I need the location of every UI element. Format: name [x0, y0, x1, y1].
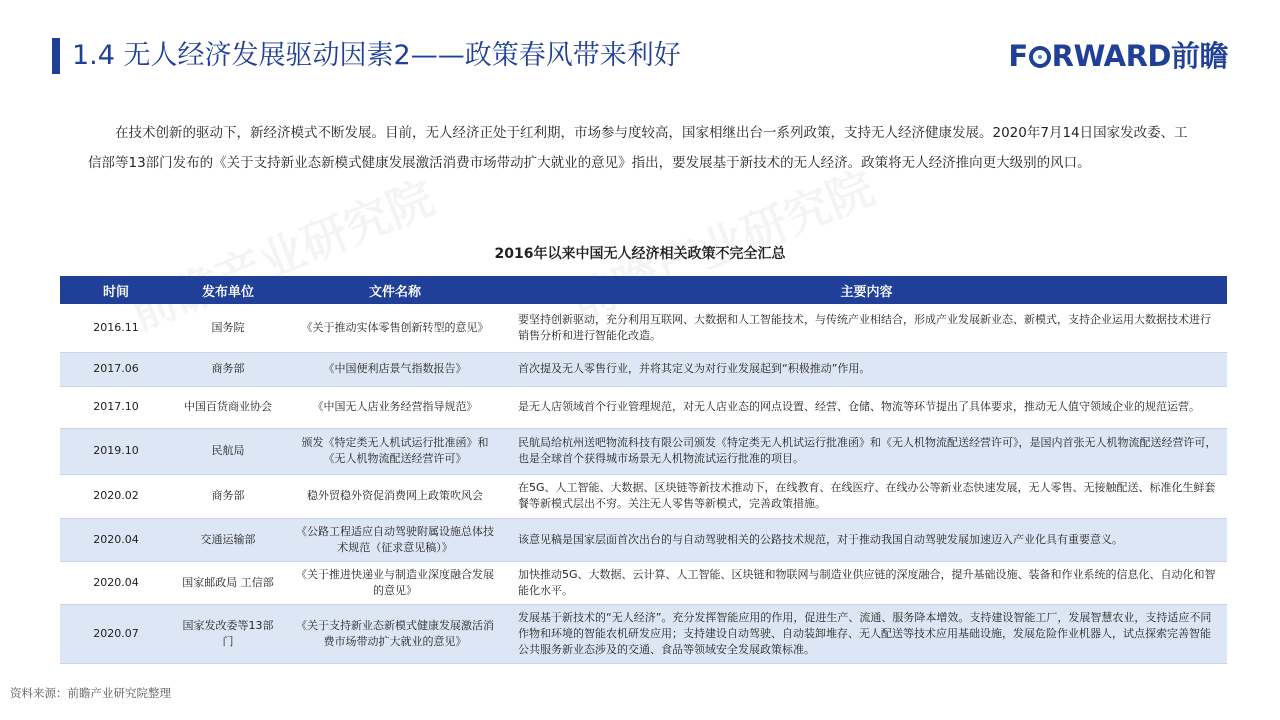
- page-title: 1.4 无人经济发展驱动因素2——政策春风带来利好: [72, 40, 681, 71]
- cell-time: 2017.06: [60, 352, 172, 386]
- cell-unit: 国务院: [172, 304, 284, 352]
- table-row: [60, 304, 1227, 352]
- table-row: [60, 474, 1227, 518]
- cell-content: 发展基于新技术的“无人经济”。充分发挥智能应用的作用，促进生产、流通、服务降本增效。支持建设智能工厂，发展智慧农业，支持适应不同作物和环境的智能农机研发应用；支持建设自动驾驶、自动装卸堆存、无人配送等技术应用基础设施，发展危险作业机器人，试点探索完善智能公共服务新业态涉及的交通、食品等领域安全发展政策标准。: [506, 604, 1227, 663]
- cell-doc: 《关于推动实体零售创新转型的意见》: [284, 304, 506, 352]
- forward-logo: F RWARD前瞻: [1008, 39, 1228, 73]
- cell-content: 是无人店领域首个行业管理规范，对无人店业态的网点设置、经营、仓储、物流等环节提出了具体要求，推动无人值守领域企业的规范运营。: [506, 386, 1227, 428]
- cell-content: 该意见稿是国家层面首次出台的与自动驾驶相关的公路技术规范，对于推动我国自动驾驶发展加速迈入产业化具有重要意义。: [506, 518, 1227, 561]
- column-header-doc: 文件名称: [284, 276, 506, 304]
- cell-unit: 国家发改委等13部门: [172, 604, 284, 663]
- cell-content: 加快推动5G、大数据、云计算、人工智能、区块链和物联网与制造业供应链的深度融合，提升基础设施、装备和作业系统的信息化、自动化和智能化水平。: [506, 561, 1227, 604]
- table-row: [60, 604, 1227, 663]
- cell-doc: 《公路工程适应自动驾驶附属设施总体技术规范（征求意见稿）》: [284, 518, 506, 561]
- cell-time: 2020.04: [60, 518, 172, 561]
- cell-time: 2016.11: [60, 304, 172, 352]
- cell-doc: 颁发《特定类无人机试运行批准函》和《无人机物流配送经营许可》: [284, 428, 506, 474]
- cell-unit: 中国百货商业协会: [172, 386, 284, 428]
- cell-doc: 《关于支持新业态新模式健康发展激活消费市场带动扩大就业的意见》: [284, 604, 506, 663]
- intro-text: [88, 118, 1193, 178]
- cell-unit: 国家邮政局 工信部: [172, 561, 284, 604]
- table-row: [60, 518, 1227, 561]
- logo-o-icon: [1029, 46, 1051, 68]
- cell-content: 要坚持创新驱动，充分利用互联网、大数据和人工智能技术，与传统产业相结合，形成产业发展新业态、新模式，支持企业运用大数据技术进行销售分析和进行智能化改造。: [506, 304, 1227, 352]
- source-note: 资料来源：前瞻产业研究院整理: [10, 686, 171, 700]
- intro-paragraph: 在技术创新的驱动下，新经济模式不断发展。目前，无人经济正处于红利期，市场参与度较高，国家相继出台一系列政策，支持无人经济健康发展。2020年7月14日国家发改委、工信部等13部门发布的《关于支持新业态新模式健康发展激活消费市场带动扩大就业的意见》指出，要发展基于新技术的无人经济。政策将无人经济推向更大级别的风口。: [88, 125, 1188, 171]
- cell-content: 在5G、人工智能、大数据、区块链等新技术推动下，在线教育、在线医疗、在线办公等新业态快速发展，无人零售、无接触配送、标准化生鲜套餐等新模式层出不穷。关注无人零售等新模式，完善政策措施。: [506, 474, 1227, 518]
- column-header-content: 主要内容: [506, 276, 1227, 304]
- table-row: [60, 386, 1227, 428]
- table-row: [60, 352, 1227, 386]
- table-row: [60, 428, 1227, 474]
- cell-time: 2020.02: [60, 474, 172, 518]
- title-accent-bar: [52, 38, 60, 74]
- cell-unit: 商务部: [172, 352, 284, 386]
- cell-doc: 稳外贸稳外资促消费网上政策吹风会: [284, 474, 506, 518]
- column-header-time: 时间: [60, 276, 172, 304]
- cell-time: 2017.10: [60, 386, 172, 428]
- cell-doc: 《中国无人店业务经营指导规范》: [284, 386, 506, 428]
- cell-doc: 《关于推进快递业与制造业深度融合发展的意见》: [284, 561, 506, 604]
- cell-time: 2019.10: [60, 428, 172, 474]
- cell-time: 2020.04: [60, 561, 172, 604]
- cell-doc: 《中国便利店景气指数报告》: [284, 352, 506, 386]
- cell-content: 首次提及无人零售行业，并将其定义为对行业发展起到“积极推动”作用。: [506, 352, 1227, 386]
- policy-table: [60, 276, 1227, 664]
- cell-unit: 交通运输部: [172, 518, 284, 561]
- cell-unit: 民航局: [172, 428, 284, 474]
- column-header-unit: 发布单位: [172, 276, 284, 304]
- table-header-row: [60, 276, 1227, 304]
- cell-unit: 商务部: [172, 474, 284, 518]
- table-title: 2016年以来中国无人经济相关政策不完全汇总: [494, 246, 786, 262]
- cell-time: 2020.07: [60, 604, 172, 663]
- table-row: [60, 561, 1227, 604]
- cell-content: 民航局给杭州送吧物流科技有限公司颁发《特定类无人机试运行批准函》和《无人机物流配送经营许可》，是国内首张无人机物流配送经营许可，也是全球首个获得城市场景无人机物流试运行批准的项目。: [506, 428, 1227, 474]
